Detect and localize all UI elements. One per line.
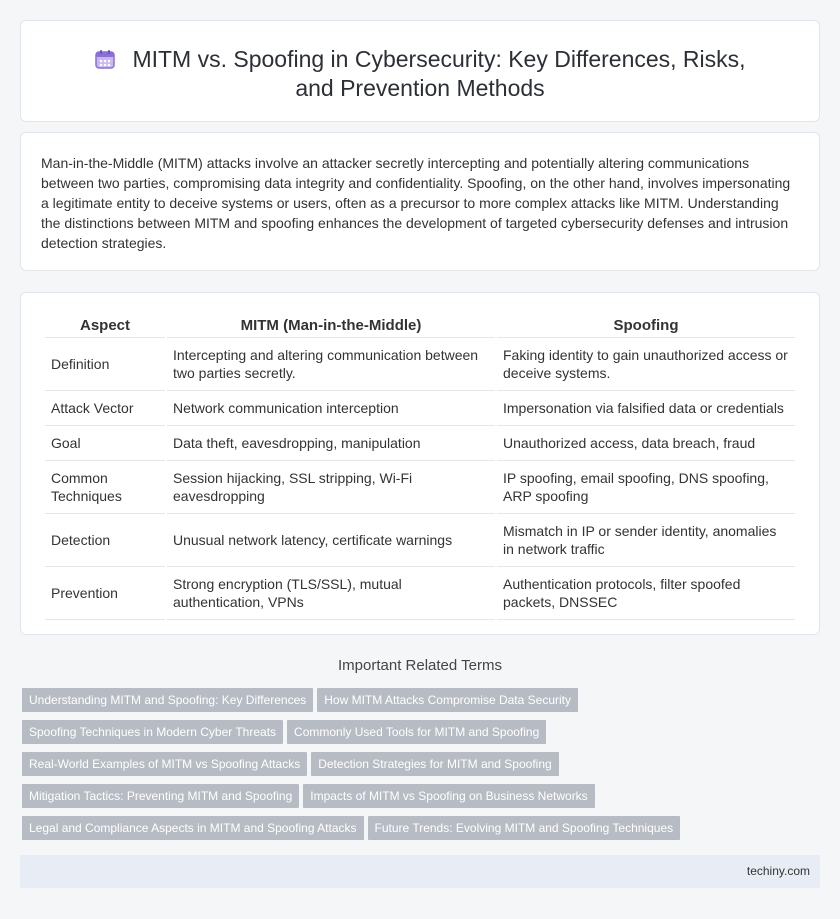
cell-mitm: Data theft, eavesdropping, manipulation [167, 426, 495, 461]
cell-spoofing: Unauthorized access, data breach, fraud [497, 426, 795, 461]
cell-aspect: Common Techniques [45, 461, 165, 514]
table-row [45, 426, 795, 461]
tag-row [22, 752, 822, 784]
page-title [21, 45, 819, 103]
related-term-tag[interactable]: Understanding MITM and Spoofing: Key Differences [22, 688, 313, 712]
tag-row [22, 816, 822, 848]
cell-aspect: Detection [45, 514, 165, 567]
related-terms-list [22, 688, 822, 848]
table-row [45, 338, 795, 391]
intro-paragraph: Man-in-the-Middle (MITM) attacks involve an attacker secretly intercepting and potentially altering communications between two parties, compromising data integrity and confidentiality. Spoofing, on the other hand, involves impersonating a legitimate entity to deceive systems or users, often as a precursor to more complex attacks like MITM. Understanding the distinctions between MITM and spoofing enhances the development of targeted cybersecurity defenses and intrusion detection strategies. [41, 155, 791, 251]
header-card [20, 20, 820, 122]
intro-card [20, 132, 820, 271]
related-term-tag[interactable]: Spoofing Techniques in Modern Cyber Threats [22, 720, 283, 744]
cell-aspect: Definition [45, 338, 165, 391]
cell-spoofing: Mismatch in IP or sender identity, anomalies in network traffic [497, 514, 795, 567]
table-header-row [45, 313, 795, 338]
comparison-table [43, 313, 797, 620]
related-terms-heading: Important Related Terms [338, 657, 502, 674]
page-title-text: MITM vs. Spoofing in Cybersecurity: Key Differences, Risks, and Prevention Methods [132, 46, 746, 101]
table-row [45, 461, 795, 514]
footer-site-link[interactable]: techiny.com [746, 864, 810, 878]
header-mitm: MITM (Man-in-the-Middle) [167, 313, 495, 338]
tag-row [22, 720, 822, 752]
tag-row [22, 784, 822, 816]
cell-spoofing: Impersonation via falsified data or credentials [497, 391, 795, 426]
header-aspect: Aspect [45, 313, 165, 338]
cell-spoofing: Faking identity to gain unauthorized access or deceive systems. [497, 338, 795, 391]
related-term-tag[interactable]: Mitigation Tactics: Preventing MITM and Spoofing [22, 784, 299, 808]
table-row [45, 391, 795, 426]
footer [20, 855, 820, 888]
calendar-icon [94, 48, 116, 70]
tag-row [22, 688, 822, 720]
cell-mitm: Strong encryption (TLS/SSL), mutual authentication, VPNs [167, 567, 495, 620]
related-term-tag[interactable]: Real-World Examples of MITM vs Spoofing Attacks [22, 752, 307, 776]
related-term-tag[interactable]: Detection Strategies for MITM and Spoofing [311, 752, 558, 776]
related-term-tag[interactable]: Commonly Used Tools for MITM and Spoofing [287, 720, 546, 744]
cell-aspect: Attack Vector [45, 391, 165, 426]
cell-mitm: Session hijacking, SSL stripping, Wi-Fi eavesdropping [167, 461, 495, 514]
cell-mitm: Network communication interception [167, 391, 495, 426]
related-term-tag[interactable]: Legal and Compliance Aspects in MITM and Spoofing Attacks [22, 816, 364, 840]
related-term-tag[interactable]: How MITM Attacks Compromise Data Security [317, 688, 578, 712]
table-row [45, 514, 795, 567]
header-spoofing: Spoofing [497, 313, 795, 338]
cell-aspect: Prevention [45, 567, 165, 620]
related-term-tag[interactable]: Impacts of MITM vs Spoofing on Business Networks [303, 784, 594, 808]
comparison-table-card [20, 292, 820, 635]
cell-mitm: Intercepting and altering communication between two parties secretly. [167, 338, 495, 391]
table-row [45, 567, 795, 620]
cell-aspect: Goal [45, 426, 165, 461]
cell-mitm: Unusual network latency, certificate warnings [167, 514, 495, 567]
related-term-tag[interactable]: Future Trends: Evolving MITM and Spoofing Techniques [368, 816, 681, 840]
cell-spoofing: IP spoofing, email spoofing, DNS spoofing, ARP spoofing [497, 461, 795, 514]
cell-spoofing: Authentication protocols, filter spoofed packets, DNSSEC [497, 567, 795, 620]
